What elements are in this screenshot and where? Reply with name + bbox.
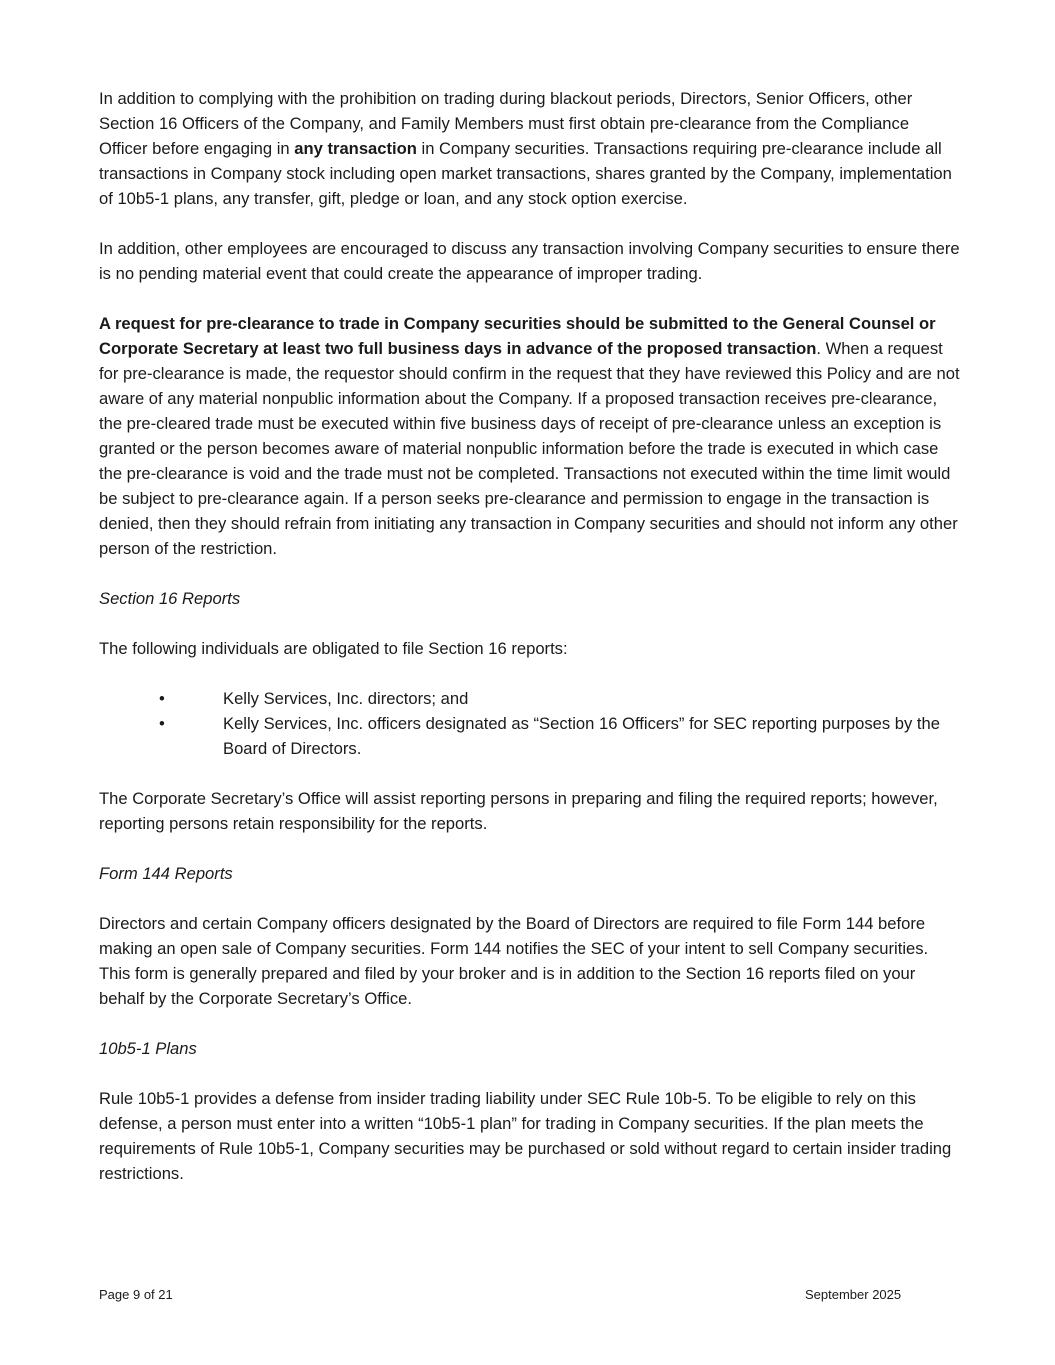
paragraph-preclearance-requirement: In addition to complying with the prohibition on trading during blackout periods, Directors, Senior Officers, other Section 16 Officers of the Company, and Family Members must first obtain pre-clearance from the Compliance Officer before engaging in any transaction in Company securities. Transactions requiring pre-clearance include all transactions in Company stock including open market transactions, shares granted by the Company, implementation of 10b5-1 plans, any transfer, gift, pledge or loan, and any stock option exercise. — [99, 89, 952, 208]
section-16-heading: Section 16 Reports — [99, 589, 241, 608]
paragraph-other-employees: In addition, other employees are encouraged to discuss any transaction involving Company securities to ensure there is no pending material event that could create the appearance of improper trading. — [99, 239, 960, 283]
emphasis-request-submission: A request for pre-clearance to trade in Company securities should be submitted to the General Counsel or Corporate Secretary at least two full business days in advance of the proposed transaction — [99, 314, 936, 358]
10b5-1-plans-heading: 10b5-1 Plans — [99, 1039, 197, 1058]
page-number: Page 9 of 21 — [99, 1287, 173, 1302]
list-item: • Kelly Services, Inc. officers designated as “Section 16 Officers” for SEC reporting purposes by the Board of Directors. — [99, 711, 961, 761]
document-date: September 2025 — [805, 1287, 902, 1302]
bullet-icon: • — [159, 689, 165, 708]
list-item: • Kelly Services, Inc. directors; and — [99, 686, 961, 711]
bullet-icon: • — [159, 714, 165, 733]
form-144-heading: Form 144 Reports — [99, 864, 233, 883]
form-144-body: Directors and certain Company officers designated by the Board of Directors are required to file Form 144 before making an open sale of Company securities. Form 144 notifies the SEC of your intent to sell Company securities. This form is generally prepared and filed by your broker and is in addition to the Section 16 reports filed on your behalf by the Corporate Secretary’s Office. — [99, 914, 929, 1008]
section-16-closing: The Corporate Secretary’s Office will assist reporting persons in preparing and filing the required reports; however, reporting persons retain responsibility for the reports. — [99, 789, 938, 833]
document-body — [99, 86, 961, 1211]
section-16-list — [99, 686, 961, 761]
section-16-intro: The following individuals are obligated to file Section 16 reports: — [99, 639, 568, 658]
emphasis-any-transaction: any transaction — [294, 139, 417, 158]
paragraph-preclearance-request: A request for pre-clearance to trade in Company securities should be submitted to the General Counsel or Corporate Secretary at least two full business days in advance of the proposed transaction. When a request for pre-clearance is made, the requestor should confirm in the request that they have reviewed this Policy and are not aware of any material nonpublic information about the Company. If a proposed transaction receives pre-clearance, the pre-cleared trade must be executed within five business days of receipt of pre-clearance unless an exception is granted or the person becomes aware of material nonpublic information before the trade is executed in which case the pre-clearance is void and the trade must not be completed. Transactions not executed within the time limit would be subject to pre-clearance again. If a person seeks pre-clearance and permission to engage in the transaction is denied, then they should refrain from initiating any transaction in Company securities and should not inform any other person of the restriction. — [99, 314, 960, 558]
10b5-1-plans-body: Rule 10b5-1 provides a defense from insider trading liability under SEC Rule 10b-5. To be eligible to rely on this defense, a person must enter into a written “10b5-1 plan” for trading in Company securities. If the plan meets the requirements of Rule 10b5-1, Company securities may be purchased or sold without regard to certain insider trading restrictions. — [99, 1089, 952, 1183]
